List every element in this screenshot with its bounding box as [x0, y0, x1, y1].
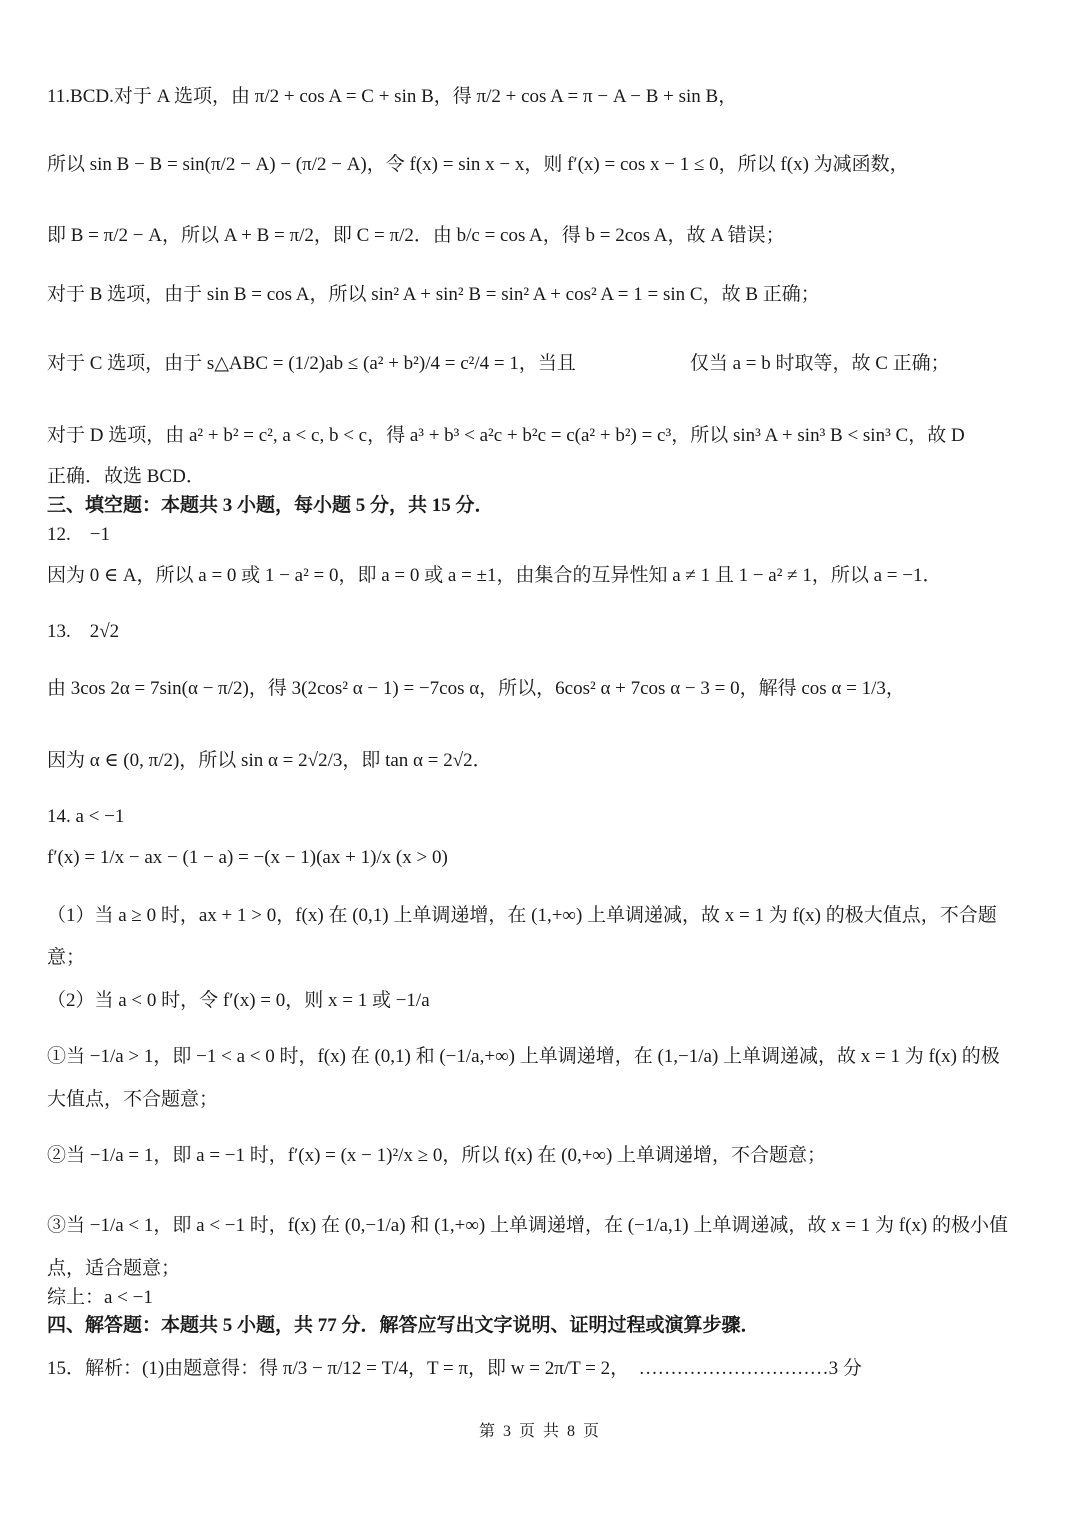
answer-number: 14. a < −1 — [47, 806, 125, 827]
text-line: 综上：a < −1 — [47, 1287, 153, 1308]
answer-number: 13. 2√2 — [47, 621, 120, 642]
text-line: 点，适合题意； — [47, 1258, 181, 1279]
text-line: ②当 −1/a = 1，即 a = −1 时，f′(x) = (x − 1)²/x ≥ 0，所以 f(x) 在 (0,+∞) 上单调递增，不合题意； — [47, 1145, 827, 1166]
text-line: （1）当 a ≥ 0 时，ax + 1 > 0，f(x) 在 (0,1) 上单调递增，在 (1,+∞) 上单调递减，故 x = 1 为 f(x) 的极大值点，不合题 — [47, 905, 997, 926]
text-line: 11.BCD.对于 A 选项，由 π/2 + cos A = C + sin B，得 π/2 + cos A = π − A − B + sin B， — [47, 86, 738, 107]
text-line: 由 3cos 2α = 7sin(α − π/2)，得 3(2cos² α − 1) = −7cos α，所以，6cos² α + 7cos α − 3 = 0，解得 cos α = 1/3， — [47, 678, 905, 699]
section-heading: 三、填空题：本题共 3 小题，每小题 5 分，共 15 分． — [47, 495, 494, 516]
text-line: 对于 B 选项，由于 sin B = cos A，所以 sin² A + sin² B = sin² A + cos² A = 1 = sin C，故 B 正确； — [47, 284, 820, 305]
text-line: ①当 −1/a > 1，即 −1 < a < 0 时，f(x) 在 (0,1) 和 (−1/a,+∞) 上单调递增，在 (1,−1/a) 上单调递减，故 x = 1 为 f(x) 的极 — [47, 1046, 1000, 1067]
text-line: 对于 C 选项，由于 s△ABC = (1/2)ab ≤ (a² + b²)/4 = c²/4 = 1，当且 仅当 a = b 时取等，故 C 正确； — [47, 353, 950, 374]
section-heading: 四、解答题：本题共 5 小题，共 77 分．解答应写出文字说明、证明过程或演算步骤． — [47, 1315, 760, 1336]
text-line: 对于 D 选项，由 a² + b² = c², a < c, b < c，得 a³ + b³ < a²c + b²c = c(a² + b²) = c³，所以 sin³ A + sin³ B < sin³ C，故 D — [47, 425, 965, 446]
text-line: ③当 −1/a < 1，即 a < −1 时，f(x) 在 (0,−1/a) 和 (1,+∞) 上单调递增，在 (−1/a,1) 上单调递减，故 x = 1 为 f(x) 的极小值 — [47, 1215, 1009, 1236]
text-line: 15．解析：(1)由题意得：得 π/3 − π/12 = T/4，T = π，即 w = 2π/T = 2， …………………………3 分 — [47, 1358, 862, 1379]
text-line: 即 B = π/2 − A，所以 A + B = π/2，即 C = π/2．由 b/c = cos A，得 b = 2cos A，故 A 错误； — [47, 225, 785, 246]
text-line: 大值点，不合题意； — [47, 1089, 219, 1110]
answer-number: 12. −1 — [47, 524, 110, 545]
text-line: f′(x) = 1/x − ax − (1 − a) = −(x − 1)(ax + 1)/x (x > 0) — [47, 847, 448, 868]
text-line: 因为 0 ∈ A，所以 a = 0 或 1 − a² = 0，即 a = 0 或 a = ±1，由集合的互异性知 a ≠ 1 且 1 − a² ≠ 1，所以 a = −1． — [47, 565, 942, 586]
text-line: 因为 α ∈ (0, π/2)，所以 sin α = 2√2/3，即 tan α = 2√2． — [47, 750, 492, 771]
text-line: 正确．故选 BCD． — [47, 466, 205, 487]
text-line: 所以 sin B − B = sin(π/2 − A) − (π/2 − A)，令 f(x) = sin x − x，则 f′(x) = cos x − 1 ≤ 0，所以 f(x) 为减函数， — [47, 154, 909, 175]
page-footer: 第 3 页 共 8 页 — [478, 1423, 601, 1440]
text-line: （2）当 a < 0 时，令 f′(x) = 0，则 x = 1 或 −1/a — [47, 990, 430, 1011]
text-line: 意； — [47, 947, 86, 968]
